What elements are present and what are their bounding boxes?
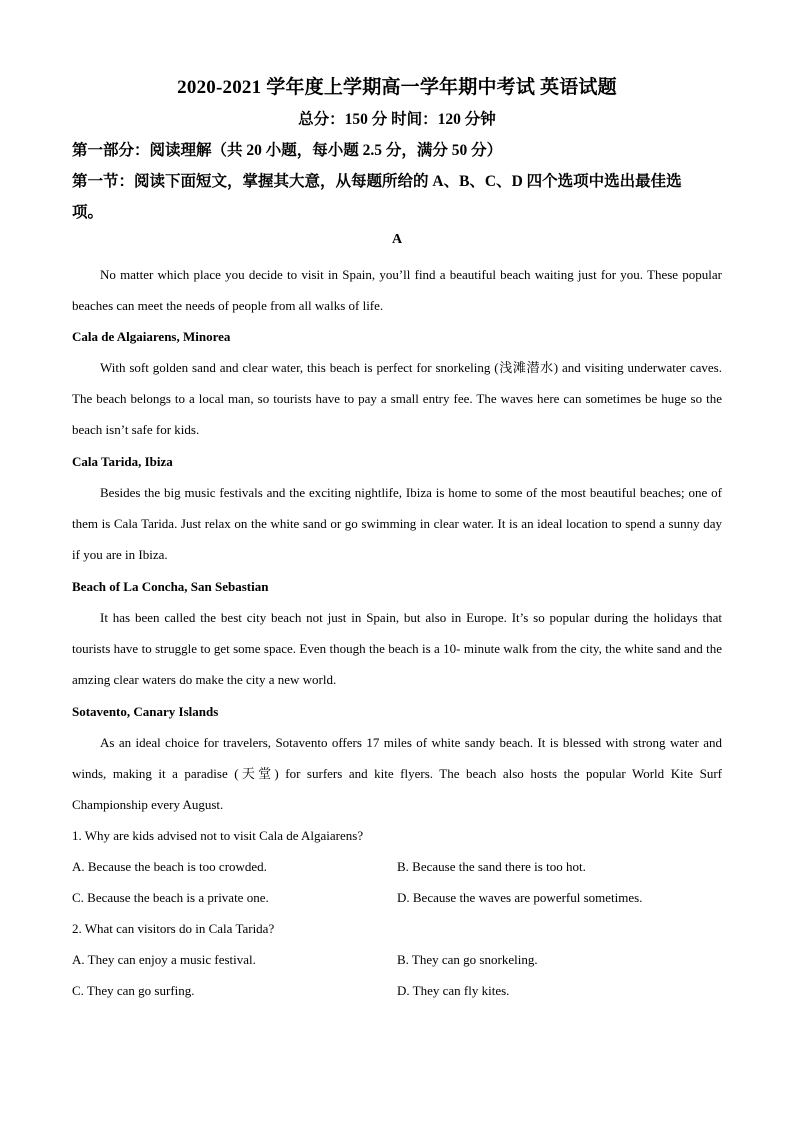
beach-text: With soft golden sand and clear water, this beach is perfect for snorkeling (浅滩潜水) and visiting underwater caves. The beach belongs to a local man, so tourists have to pay a small entry fee. The waves here can sometimes be huge so the beach isn’t safe for kids.	[72, 360, 722, 437]
answer-option: C. They can go surfing.	[72, 983, 195, 998]
beach-text: It has been called the best city beach not just in Spain, but also in Europe. It’s so popular during the holidays that tourists have to struggle to get some space. Even though the beach is a 10- minute walk from the city, the white sand and the amzing clear waters do make the city a new world.	[72, 610, 722, 687]
answer-option: B. Because the sand there is too hot.	[397, 859, 586, 874]
beach-heading: Cala Tarida, Ibiza	[72, 454, 173, 469]
answer-option: A. They can enjoy a music festival.	[72, 952, 256, 967]
answer-option: A. Because the beach is too crowded.	[72, 859, 267, 874]
beach-heading: Cala de Algaiarens, Minorea	[72, 329, 231, 344]
passage-letter: A	[391, 232, 403, 247]
exam-title: 2020-2021 学年度上学期高一学年期中考试 英语试题	[177, 77, 617, 98]
beach-heading: Sotavento, Canary Islands	[72, 704, 219, 719]
section1-instruction-line1: 第一节：阅读下面短文，掌握其大意，从每题所给的 A、B、C、D 四个选项中选出最佳选	[72, 173, 682, 190]
answer-option: D. They can fly kites.	[397, 983, 510, 998]
passage-intro: No matter which place you decide to visit in Spain, you’ll find a beautiful beach waiting just for you. These popular beaches can meet the needs of people from all walks of life.	[72, 267, 722, 313]
answer-option: C. Because the beach is a private one.	[72, 890, 269, 905]
answer-option: D. Because the waves are powerful sometimes.	[397, 890, 643, 905]
exam-subtitle: 总分：150 分 时间：120 分钟	[298, 111, 496, 128]
part1-heading: 第一部分：阅读理解（共 20 小题，每小题 2.5 分，满分 50 分）	[72, 142, 503, 159]
beach-text: Besides the big music festivals and the exciting nightlife, Ibiza is home to some of the most beautiful beaches; one of them is Cala Tarida. Just relax on the white sand or go swimming in clear water. It is an ideal location to spend a sunny day if you are in Ibiza.	[72, 485, 722, 562]
beach-text: As an ideal choice for travelers, Sotavento offers 17 miles of white sandy beach. It is blessed with strong water and winds, making it a paradise (天堂) for surfers and kite flyers. The beach also hosts the popular World Kite Surf Championship every August.	[72, 735, 722, 812]
beach-heading: Beach of La Concha, San Sebastian	[72, 579, 269, 594]
section1-instruction-line2: 项。	[72, 204, 104, 221]
question-stem: 1. Why are kids advised not to visit Cala de Algaiarens?	[72, 828, 364, 843]
question-stem: 2. What can visitors do in Cala Tarida?	[72, 921, 275, 936]
answer-option: B. They can go snorkeling.	[397, 952, 538, 967]
